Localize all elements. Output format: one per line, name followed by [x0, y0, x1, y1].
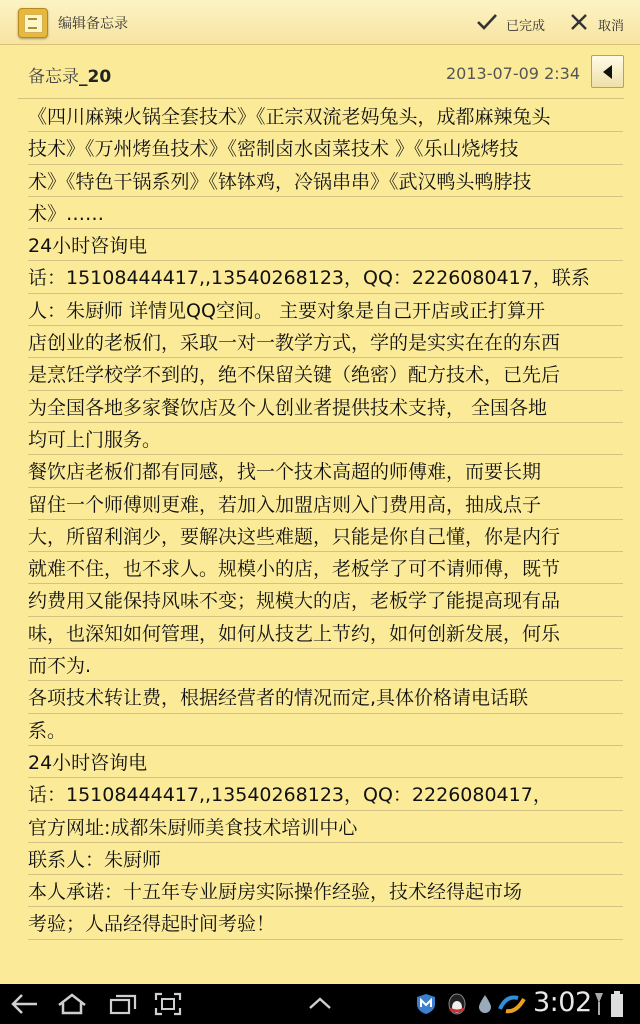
memo-text-line: 考验；人品经得起时间考验！: [28, 907, 623, 939]
header-divider: [18, 98, 624, 99]
memo-text-line: 话：15108444417,,13540268123，QQ：2226080417，: [28, 778, 623, 810]
home-icon[interactable]: [56, 992, 88, 1016]
system-navigation-bar: [0, 984, 640, 1024]
security-shield-icon: [416, 993, 436, 1015]
app-title: 编辑备忘录: [58, 16, 128, 32]
memo-text-line: 餐饮店老板们都有同感，找一个技术高超的师傅难，而要长期: [28, 455, 623, 487]
memo-number: _20: [79, 67, 112, 87]
memo-text-line: 技术》《万州烤鱼技术》《密制卤水卤菜技术 》《乐山烧烤技: [28, 132, 623, 164]
memo-app-icon: [18, 8, 48, 38]
status-clock: 3:02: [533, 987, 592, 1018]
memo-text-line: 术》《特色干锅系列》《钵钵鸡，冷锅串串》《武汉鸭头鸭脖技: [28, 165, 623, 197]
memo-text-line: 约费用又能保持风味不变；规模大的店，老板学了能提高现有品: [28, 584, 623, 616]
memo-text-line: 系。: [28, 714, 623, 746]
chat-penguin-icon: [446, 992, 468, 1016]
sync-icon: [498, 993, 526, 1015]
memo-text-line: 术》……: [28, 197, 623, 229]
memo-text-line: 本人承诺：十五年专业厨房实际操作经验，技术经得起市场: [28, 875, 623, 907]
memo-text-line: 为全国各地多家餐饮店及个人创业者提供技术支持， 全国各地: [28, 391, 623, 423]
memo-title-prefix: 备忘录: [28, 67, 79, 87]
memo-date: 2013-07-09 2:34: [446, 64, 580, 83]
memo-text-line: 均可上门服务。: [28, 423, 623, 455]
memo-text-line: 24小时咨询电: [28, 746, 623, 778]
memo-text-line: 人：朱厨师 详情见QQ空间。 主要对象是自己开店或正打算开: [28, 294, 623, 326]
water-drop-icon: [478, 994, 492, 1014]
recent-apps-icon[interactable]: [108, 992, 138, 1016]
memo-header: [0, 44, 640, 100]
memo-text-line: 联系人：朱厨师: [28, 843, 623, 875]
memo-text-line: 留住一个师傅则更难，若加入加盟店则入门费用高，抽成点子: [28, 488, 623, 520]
memo-text-line: 24小时咨询电: [28, 229, 623, 261]
memo-text-line: 各项技术转让费，根据经营者的情况而定,具体价格请电话联: [28, 681, 623, 713]
memo-text-line: 是烹饪学校学不到的，绝不保留关键（绝密）配方技术，已先后: [28, 358, 623, 390]
triangle-left-icon: [601, 64, 615, 80]
back-arrow-icon[interactable]: [10, 992, 40, 1016]
cancel-button[interactable]: [566, 4, 636, 40]
cancel-label: 取消: [598, 19, 625, 34]
wifi-icon: [594, 991, 604, 1017]
memo-text-editor[interactable]: [28, 100, 623, 940]
menu-up-icon[interactable]: [306, 992, 334, 1016]
previous-button[interactable]: [591, 55, 624, 88]
close-icon: [570, 13, 588, 31]
memo-text-line: 而不为.: [28, 649, 623, 681]
done-label: 已完成: [506, 19, 546, 34]
memo-text-line: 就难不住，也不求人。规模小的店，老板学了可不请师傅，既节: [28, 552, 623, 584]
memo-text-line: 官方网址:成都朱厨师美食技术培训中心: [28, 811, 623, 843]
screenshot-icon[interactable]: [154, 992, 182, 1016]
memo-text-line: 味，也深知如何管理，如何从技艺上节约，如何创新发展，何乐: [28, 617, 623, 649]
memo-text-line: 《四川麻辣火锅全套技术》《正宗双流老妈兔头，成都麻辣兔头: [28, 100, 623, 132]
memo-title: [28, 62, 111, 87]
done-button[interactable]: [472, 4, 550, 40]
action-bar: [0, 0, 640, 45]
checkmark-icon: [476, 12, 498, 32]
memo-text-line: 话：15108444417,,13540268123，QQ：2226080417，联系: [28, 261, 623, 293]
memo-text-line: 店创业的老板们，采取一对一教学方式，学的是实实在在的东西: [28, 326, 623, 358]
memo-text-line: 大，所留利润少，要解决这些难题，只能是你自己懂，你是内行: [28, 520, 623, 552]
battery-icon: [610, 990, 624, 1018]
